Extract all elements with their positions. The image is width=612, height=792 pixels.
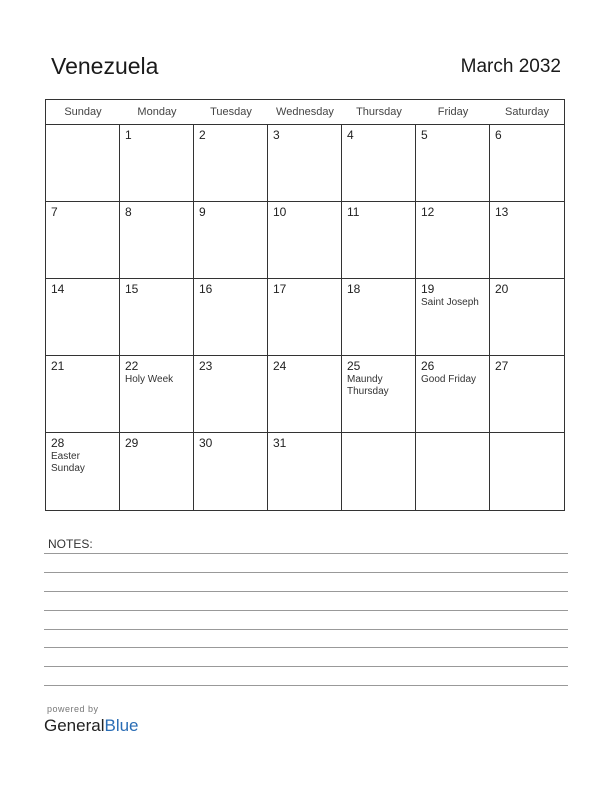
day-number: 8 bbox=[125, 205, 132, 219]
holiday-label: Maundy Thursday bbox=[347, 374, 389, 397]
calendar-grid bbox=[45, 99, 565, 511]
day-number: 29 bbox=[125, 436, 139, 450]
notes-line bbox=[44, 591, 568, 592]
day-cell bbox=[120, 356, 194, 433]
notes-line bbox=[44, 647, 568, 648]
day-number: 14 bbox=[51, 282, 65, 296]
day-number: 5 bbox=[421, 128, 428, 142]
day-cell bbox=[268, 279, 342, 356]
day-cell bbox=[46, 433, 120, 510]
day-cell bbox=[490, 356, 564, 433]
day-number: 12 bbox=[421, 205, 435, 219]
day-cell bbox=[342, 125, 416, 202]
day-number: 16 bbox=[199, 282, 213, 296]
day-cell bbox=[416, 356, 490, 433]
weekday-header bbox=[46, 100, 564, 125]
day-cell bbox=[416, 125, 490, 202]
day-cell bbox=[268, 433, 342, 510]
day-cell bbox=[120, 279, 194, 356]
day-number: 4 bbox=[347, 128, 354, 142]
day-cell bbox=[194, 279, 268, 356]
day-number: 30 bbox=[199, 436, 213, 450]
day-number: 31 bbox=[273, 436, 287, 450]
day-number: 11 bbox=[347, 205, 360, 219]
day-cell bbox=[46, 279, 120, 356]
day-cell bbox=[416, 202, 490, 279]
day-cell bbox=[194, 356, 268, 433]
notes-line bbox=[44, 553, 568, 554]
day-number: 18 bbox=[347, 282, 361, 296]
brand-general: General bbox=[44, 716, 105, 735]
notes-line bbox=[44, 629, 568, 630]
day-number: 23 bbox=[199, 359, 213, 373]
day-cell bbox=[342, 356, 416, 433]
notes-line bbox=[44, 572, 568, 573]
day-number: 20 bbox=[495, 282, 509, 296]
weeks-grid bbox=[46, 125, 564, 510]
weekday-wednesday: Wednesday bbox=[276, 106, 334, 118]
day-number: 6 bbox=[495, 128, 502, 142]
day-number: 22 bbox=[125, 359, 139, 373]
weekday-friday: Friday bbox=[437, 106, 469, 118]
day-number: 10 bbox=[273, 205, 287, 219]
day-cell bbox=[46, 356, 120, 433]
weekday-tuesday: Tuesday bbox=[210, 106, 252, 118]
day-number: 15 bbox=[125, 282, 139, 296]
weekday-thursday: Thursday bbox=[356, 106, 402, 118]
day-cell bbox=[120, 125, 194, 202]
month-title: March 2032 bbox=[460, 56, 561, 77]
day-cell bbox=[416, 279, 490, 356]
day-number: 21 bbox=[51, 359, 65, 373]
day-number: 3 bbox=[273, 128, 280, 142]
day-cell bbox=[46, 125, 120, 202]
day-cell bbox=[120, 433, 194, 510]
holiday-label: Easter Sunday bbox=[51, 451, 85, 474]
day-number: 24 bbox=[273, 359, 287, 373]
day-number: 17 bbox=[273, 282, 287, 296]
day-cell bbox=[490, 202, 564, 279]
day-number: 9 bbox=[199, 205, 206, 219]
brand-blue: Blue bbox=[104, 716, 139, 735]
day-number: 13 bbox=[495, 205, 509, 219]
notes-line bbox=[44, 666, 568, 667]
weekday-saturday: Saturday bbox=[504, 106, 550, 118]
day-number: 27 bbox=[495, 359, 509, 373]
day-cell bbox=[490, 125, 564, 202]
notes-line bbox=[44, 685, 568, 686]
brand-logo bbox=[44, 716, 139, 736]
holiday-label: Holy Week bbox=[125, 374, 174, 385]
day-number: 2 bbox=[199, 128, 206, 142]
day-cell bbox=[342, 279, 416, 356]
day-number: 26 bbox=[421, 359, 435, 373]
weekday-monday: Monday bbox=[137, 106, 177, 118]
day-cell bbox=[342, 202, 416, 279]
notes-label: NOTES: bbox=[48, 537, 93, 551]
country-title: Venezuela bbox=[51, 53, 159, 79]
day-cell bbox=[490, 279, 564, 356]
day-number: 28 bbox=[51, 436, 65, 450]
day-cell bbox=[120, 202, 194, 279]
day-cell bbox=[268, 202, 342, 279]
day-cell bbox=[268, 356, 342, 433]
day-cell bbox=[46, 202, 120, 279]
day-cell bbox=[342, 433, 416, 510]
day-cell bbox=[194, 202, 268, 279]
day-number: 7 bbox=[51, 205, 58, 219]
notes-line bbox=[44, 610, 568, 611]
day-number: 25 bbox=[347, 359, 361, 373]
day-number: 1 bbox=[125, 128, 132, 142]
weekday-sunday: Sunday bbox=[64, 106, 102, 118]
day-cell bbox=[416, 433, 490, 510]
day-number: 19 bbox=[421, 282, 435, 296]
day-cell bbox=[490, 433, 564, 510]
day-cell bbox=[194, 125, 268, 202]
powered-by-text: powered by bbox=[47, 704, 99, 714]
holiday-label: Saint Joseph bbox=[421, 297, 479, 308]
holiday-label: Good Friday bbox=[421, 374, 477, 385]
day-cell bbox=[194, 433, 268, 510]
day-cell bbox=[268, 125, 342, 202]
